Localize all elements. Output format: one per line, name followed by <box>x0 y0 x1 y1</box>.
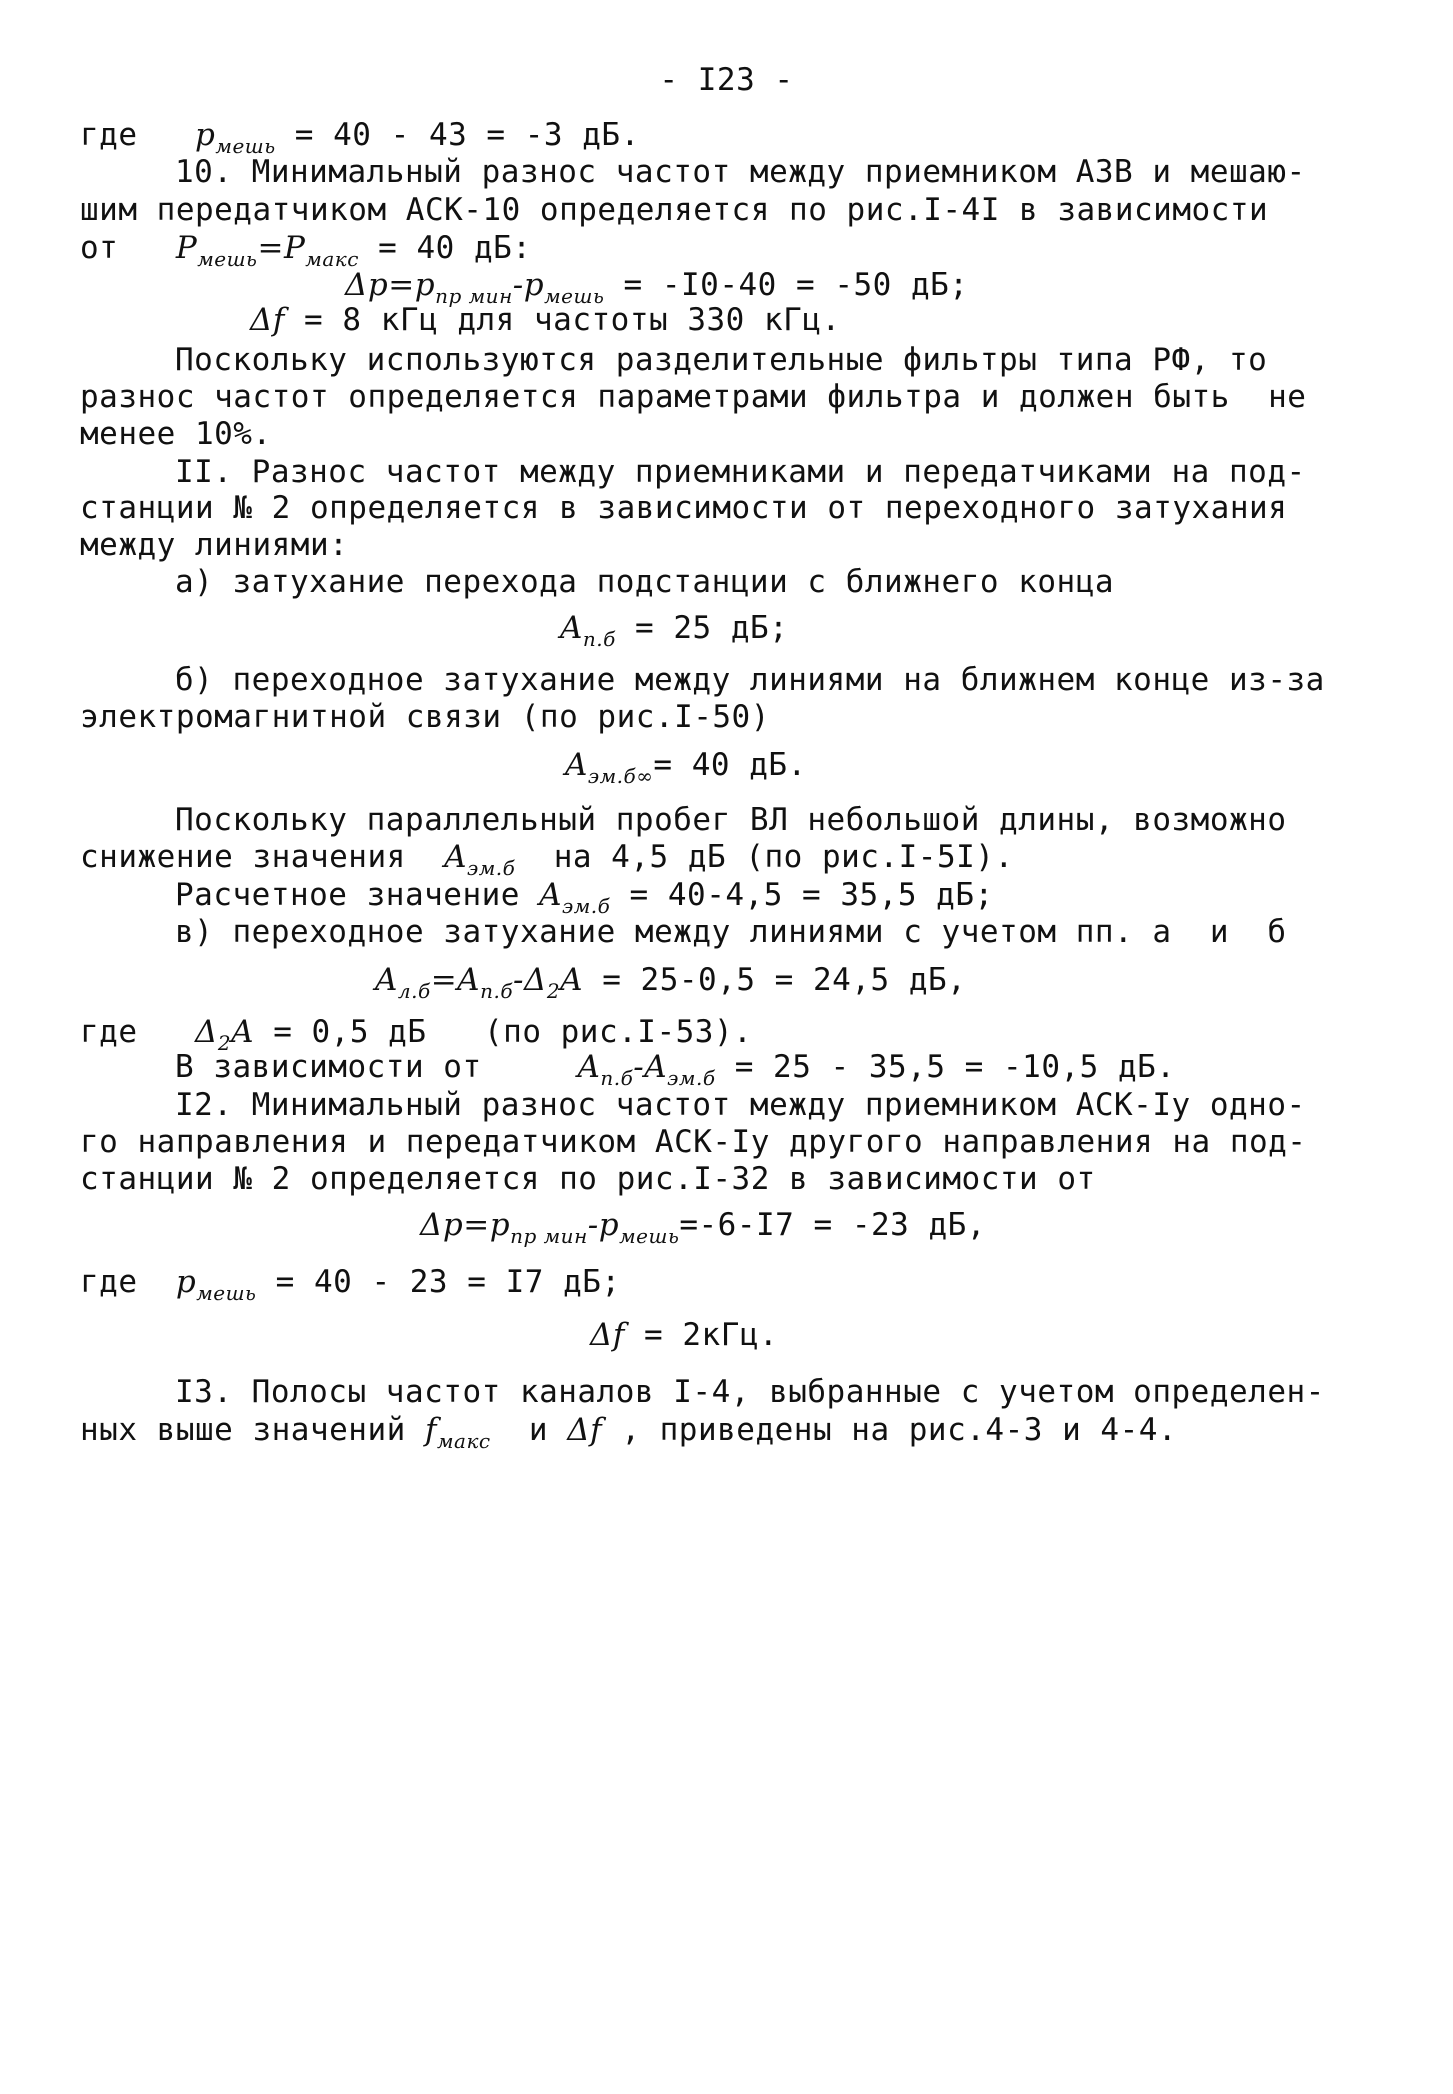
formula-line: $A_{п.б} = 25$ дБ; <box>560 610 789 651</box>
formula-line: $\Delta p=p_{пр мин}-p_{мешь}=-6-I7 = -23$ дБ, <box>420 1207 986 1248</box>
formula-symbol: $A_{п.б}$ <box>560 610 616 651</box>
text-line: снижение значения $A_{эм.б}$ на 4,5 дБ (по рис.I-5I). <box>80 839 1014 880</box>
formula-line: $A_{л.б}=A_{п.б}-\Delta_2A = 25-0,5 = 24,5$ дБ, <box>375 962 967 1003</box>
text-line: где $\Delta_2A = 0,5$ дБ (по рис.I-53). <box>80 1014 753 1055</box>
text-line: Δf = 8 кГц для частоты 330 кГц. <box>250 302 841 338</box>
text-line: разнос частот определяется параметрами фильтра и должен быть не <box>80 379 1307 415</box>
formula-symbol: $A_{п.б}-A_{эм.б}$ <box>577 1049 716 1090</box>
text-line: В зависимости от $A_{п.б}-A_{эм.б} = 25 - 35,5 = -10,5$ дБ. <box>175 1049 1176 1090</box>
text-line: ных выше значений $f_{макс}$ и Δf , приведены на рис.4-3 и 4-4. <box>80 1412 1178 1453</box>
formula-symbol: $A_{эм.б}$ <box>539 877 611 918</box>
text-line: 10. Минимальный разнос частот между приемником АЗВ и мешаю- <box>175 154 1306 190</box>
formula-symbol: $A_{л.б}=A_{п.б}-\Delta_2A$ <box>375 962 584 1003</box>
text-line: Поскольку параллельный пробег ВЛ небольшой длины, возможно <box>175 802 1287 838</box>
text-line: го направления и передатчиком АСК-Iу другого направления на под- <box>80 1124 1307 1160</box>
text-line: где $p_{мешь} = 40 - 23 = I7$ дБ; <box>80 1264 621 1305</box>
text-line: а) затухание перехода подстанции с ближнего конца <box>175 564 1115 600</box>
page-number: - I23 - <box>659 62 794 98</box>
text-line: II. Разнос частот между приемниками и передатчиками на под- <box>175 454 1306 490</box>
formula-symbol: Δf <box>567 1412 603 1448</box>
formula-line: $\Delta p=p_{пр мин}-p_{мешь} = -I0-40 = -50$ дБ; <box>345 267 969 308</box>
formula-symbol: $A_{эм.б\infty}$ <box>565 747 654 788</box>
formula-symbol: $p_{мешь}$ <box>195 117 276 158</box>
formula-symbol: $\Delta_2A$ <box>195 1014 255 1055</box>
formula-symbol: Δf <box>250 302 285 338</box>
text-line: Расчетное значение $A_{эм.б} = 40-4,5 = 35,5$ дБ; <box>175 877 994 918</box>
formula-symbol: $A_{эм.б}$ <box>444 839 516 880</box>
text-line: в) переходное затухание между линиями с учетом пп. а и б <box>175 914 1287 950</box>
text-line: станции № 2 определяется по рис.I-32 в зависимости от <box>80 1161 1096 1197</box>
text-line: электромагнитной связи (по рис.I-50) <box>80 699 770 735</box>
formula-symbol: $f_{макс}$ <box>424 1412 491 1453</box>
text-line: между линиями: <box>80 527 349 563</box>
formula-symbol: $p_{мешь}$ <box>175 1264 257 1305</box>
text-line: I3. Полосы частот каналов I-4, выбранные с учетом определен- <box>175 1374 1325 1410</box>
formula-line: $A_{эм.б\infty}= 40$ дБ. <box>565 747 807 788</box>
text-line: станции № 2 определяется в зависимости от переходного затухания <box>80 490 1288 526</box>
formula-symbol: Δf <box>590 1317 625 1353</box>
text-line: шим передатчиком АСК-10 определяется по рис.I-4I в зависимости <box>80 192 1269 228</box>
formula-symbol: $\Delta p=p_{пр мин}-p_{мешь}$ <box>420 1207 680 1248</box>
text-line: Поскольку используются разделительные фильтры типа РФ, то <box>175 342 1268 378</box>
formula-symbol: $P_{мешь}=P_{макс}$ <box>175 230 359 271</box>
text-line: где $p_{мешь} = 40 - 43 = -3$ дБ. <box>80 117 640 158</box>
formula-symbol: $\Delta p=p_{пр мин}-p_{мешь}$ <box>345 267 605 308</box>
formula-line: Δf = 2кГц. <box>590 1317 779 1353</box>
text-line: I2. Минимальный разнос частот между приемником АСК-Iу одно- <box>175 1087 1306 1123</box>
text-line: б) переходное затухание между линиями на ближнем конце из-за <box>175 662 1325 698</box>
text-line: менее 10%. <box>80 416 272 452</box>
text-line: от $P_{мешь}=P_{макс} = 40$ дБ: <box>80 230 532 271</box>
